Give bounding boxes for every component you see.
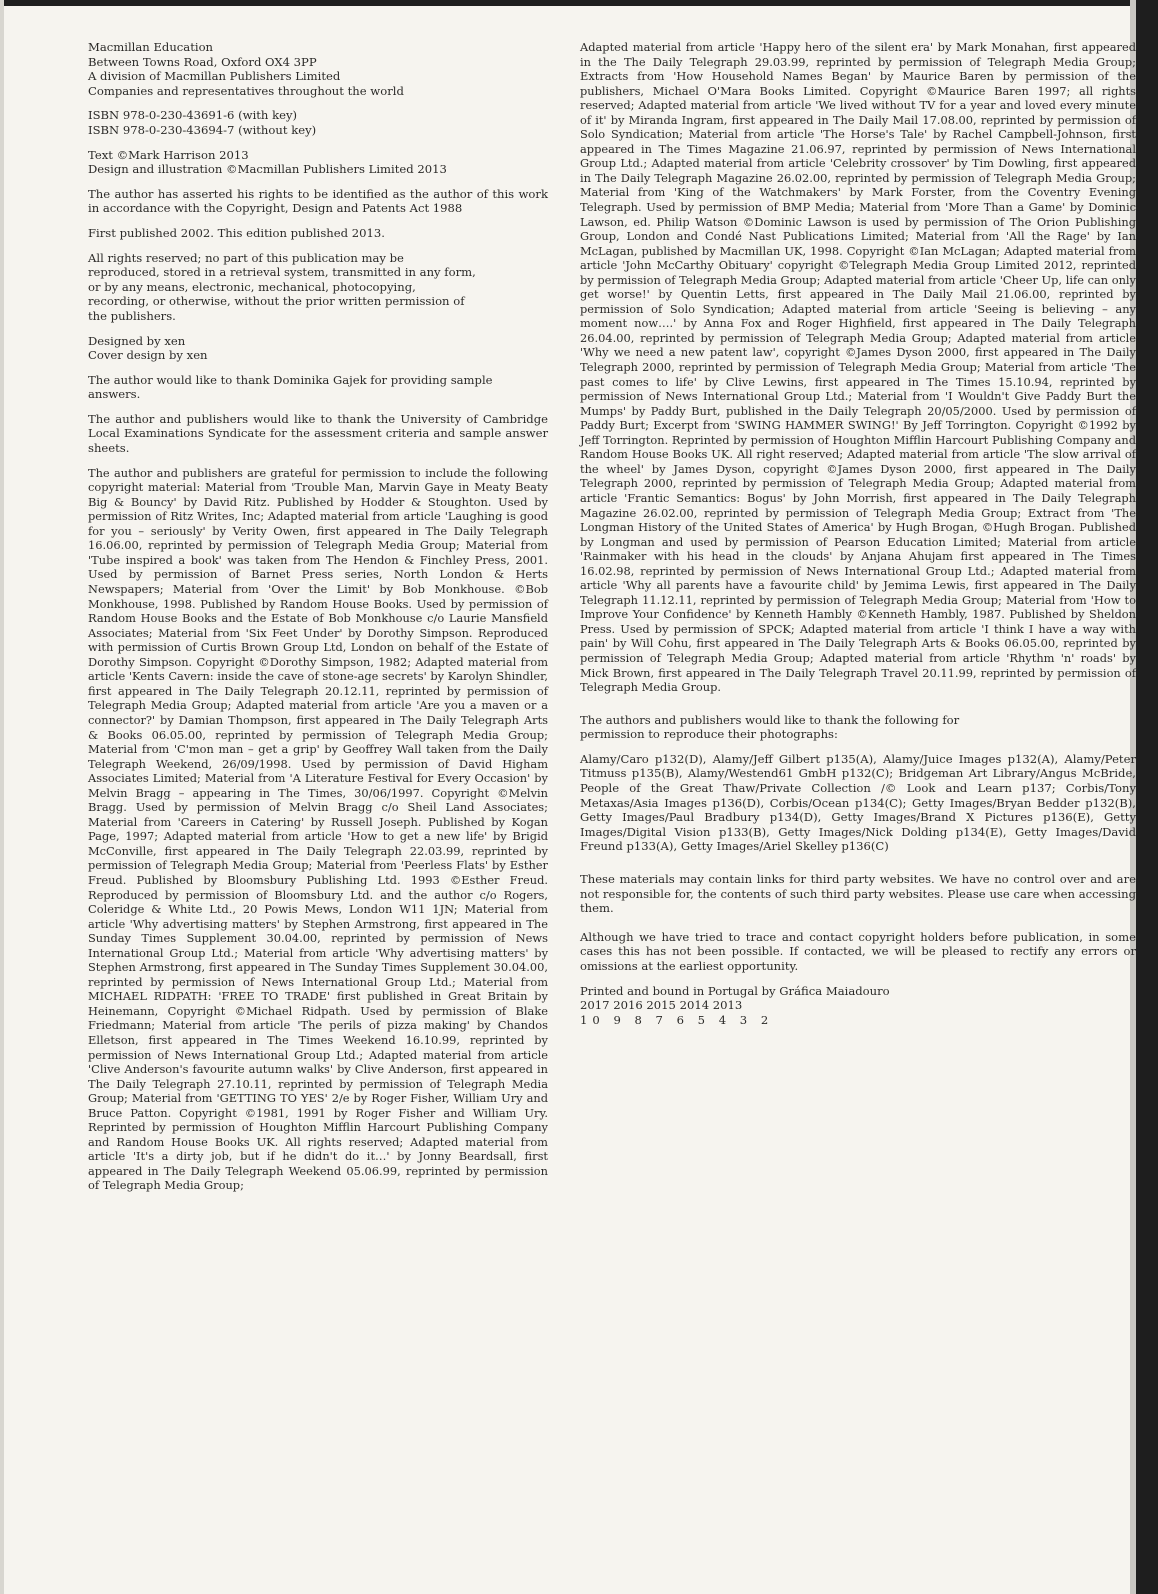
isbn-without-key: ISBN 978-0-230-43694-7 (without key) xyxy=(88,122,317,137)
print-years: 2017 2016 2015 2014 2013 xyxy=(580,998,743,1013)
isbn-block xyxy=(88,108,548,137)
copyright-design: Design and illustration ©Macmillan Publishers Limited 2013 xyxy=(88,162,447,177)
publisher-block xyxy=(88,40,548,98)
publisher-address: Between Towns Road, Oxford OX4 3PP xyxy=(88,54,317,69)
photo-thanks: The authors and publishers would like to thank the following for permission to reproduce their photographs: xyxy=(580,712,960,742)
scan-top-edge xyxy=(0,0,1158,6)
publisher-companies: Companies and representatives throughout the world xyxy=(88,83,404,98)
copyright-text: Text ©Mark Harrison 2013 xyxy=(88,147,249,162)
impression-numbers: 10 9 8 7 6 5 4 3 2 xyxy=(580,1012,774,1027)
scan-right-edge xyxy=(1136,0,1158,1594)
publisher-name: Macmillan Education xyxy=(88,40,214,54)
designed-by: Designed by xen xyxy=(88,333,186,348)
thanks-cambridge: The author and publishers would like to thank the University of Cambridge Local Examinations Syndicate for the assessment criteria and sample answer sheets. xyxy=(88,411,548,456)
rights-reserved: All rights reserved; no part of this publication may be reproduced, stored in a retrieval system, transmitted in any form, or by any means, electronic, mechanical, photocopying, recording, or otherwise, without the prior written permission of the publishers. xyxy=(88,250,476,323)
author-rights: The author has asserted his rights to be identified as the author of this work in accordance with the Copyright, Design and Patents Act 1988 xyxy=(88,186,548,216)
permissions-right: Adapted material from article 'Happy hero of the silent era' by Mark Monahan, first appeared in the The Daily Telegraph 29.03.99, reprinted by permission of Telegraph Media Group; Extracts from 'How Household Names Began' by Maurice Baren by permission of the publishers, Michael O'Mara Books Limited. Copyright ©Maurice Baren 1997; all rights reserved; Adapted material from article 'We lived without TV for a year and loved every minute of it' by Miranda Ingram, first appeared in The Daily Mail 17.08.00, reprinted by permission of Solo Syndication; Material from article 'The Horse's Tale' by Rachel Campbell-Johnson, first appeared in The Times Magazine 21.06.97, reprinted by permission of News International Group Ltd.; Adapted material from article 'Celebrity crossover' by Tim Dowling, first appeared in The Daily Telegraph Magazine 26.02.00, reprinted by permission of Telegraph Media Group; Material from 'King of the Watchmakers' by Mark Forster, from the Coventry Evening Telegraph. Used by permission of BMP Media; Material from 'More Than a Game' by Dominic Lawson, ed. Philip Watson ©Dominic Lawson is used by permission of The Orion Publishing Group, London and Condé Nast Publications Limited; Material from 'All the Rage' by Ian McLagan, published by Macmillan UK, 1998. Copyright ©Ian McLagan; Adapted material from article 'John McCarthy Obituary' copyright ©Telegraph Media Group Limited 2012, reprinted by permission of Telegraph Media Group; Adapted material from article 'Cheer Up, life can only get worse!' by Quentin Letts, first appeared in The Daily Mail 21.06.00, reprinted by permission of Solo Syndication; Adapted material from article 'Seeing is believing – any moment now….' by Anna Fox and Roger Highfield, first appeared in The Daily Telegraph 26.04.00, reprinted by permission of Telegraph Media Group; Adapted material from article 'Why we need a new patent law', copyright ©James Dyson 2000, first appeared in The Daily Telegraph 2000, reprinted by permission of Telegraph Media Group; Material from article 'The past comes to life' by Clive Lewins, first appeared in The Times 15.10.94, reprinted by permission of News International Group Ltd.; Material from 'I Wouldn't Give Paddy Burt the Mumps' by Paddy Burt, published in the Daily Telegraph 20/05/2000. Used by permission of Paddy Burt; Excerpt from 'SWING HAMMER SWING!' By Jeff Torrington. Copyright ©1992 by Jeff Torrington. Reprinted by permission of Houghton Mifflin Harcourt Publishing Company and Random House Books UK. All right reserved; Adapted material from article 'The slow arrival of the wheel' by James Dyson, copyright ©James Dyson 2000, first appeared in The Daily Telegraph 2000, reprinted by permission of Telegraph Media Group; Adapted material from article 'Frantic Semantics: Bogus' by John Morrish, first appeared in The Daily Telegraph Magazine 26.02.00, reprinted by permission of Telegraph Media Group; Extract from 'The Longman History of the United States of America' by Hugh Brogan, ©Hugh Brogan. Published by Longman and used by permission of Pearson Education Limited; Material from article 'Rainmaker with his head in the clouds' by Anjana Ahujam first appeared in The Times 16.02.98, reprinted by permission of News International Group Ltd.; Adapted material from article 'Why all parents have a favourite child' by Jemima Lewis, first appeared in The Daily Telegraph 11.12.11, reprinted by permission of Telegraph Media Group; Material from 'How to Improve Your Confidence' by Kenneth Hambly ©Kenneth Hambly, 1987. Published by Sheldon Press. Used by permission of SPCK; Adapted material from article 'I think I have a way with pain' by Will Cohu, first appeared in The Daily Telegraph Arts & Books 06.05.00, reprinted by permission of Telegraph Media Group; Adapted material from article 'Rhythm 'n' roads' by Mick Brown, first appeared in The Daily Telegraph Travel 20.11.99, reprinted by permission of Telegraph Media Group. xyxy=(580,40,1136,695)
cover-design: Cover design by xen xyxy=(88,348,208,363)
printing-block xyxy=(580,984,1136,1028)
left-column xyxy=(88,40,548,1203)
permissions-left: The author and publishers are grateful for permission to include the following copyright material: Material from 'Trouble Man, Marvin Gaye in Meaty Beaty Big & Bouncy' by David Ritz. Published by Hodder & Stoughton. Used by permission of Ritz Writes, Inc; Adapted material from article 'Laughing is good for you – seriously' by Verity Owen, first appeared in The Daily Telegraph 16.06.00, reprinted by permission of Telegraph Media Group; Material from 'Tube inspired a book' was taken from The Hendon & Finchley Press, 2001. Used by permission of Barnet Press series, North London & Herts Newspapers; Material from 'Over the Limit' by Bob Monkhouse. ©Bob Monkhouse, 1998. Published by Random House Books. Used by permission of Random House Books and the Estate of Bob Monkhouse c/o Laurie Mansfield Associates; Material from 'Six Feet Under' by Dorothy Simpson. Reproduced with permission of Curtis Brown Group Ltd, London on behalf of the Estate of Dorothy Simpson. Copyright ©Dorothy Simpson, 1982; Adapted material from article 'Kents Cavern: inside the cave of stone-age secrets' by Karolyn Shindler, first appeared in The Daily Telegraph 20.12.11, reprinted by permission of Telegraph Media Group; Adapted material from article 'Are you a maven or a connector?' by Damian Thompson, first appeared in The Daily Telegraph Arts & Books 06.05.00, reprinted by permission of Telegraph Media Group; Material from 'C'mon man – get a grip' by Geoffrey Wall taken from the Daily Telegraph Weekend, 26/09/1998. Used by permission of David Higham Associates Limited; Material from 'A Literature Festival for Every Occasion' by Melvin Bragg – appearing in The Times, 30/06/1997. Copyright ©Melvin Bragg. Used by permission of Melvin Bragg c/o Sheil Land Associates; Material from 'Careers in Catering' by Russell Joseph. Published by Kogan Page, 1997; Adapted material from article 'How to get a new life' by Brigid McConville, first appeared in The Daily Telegraph 22.03.99, reprinted by permission of Telegraph Media Group; Material from 'Peerless Flats' by Esther Freud. Published by Bloomsbury Publishing Ltd. 1993 ©Esther Freud. Reproduced by permission of Bloomsbury Ltd. and the author c/o Rogers, Coleridge & White Ltd., 20 Powis Mews, London W11 1JN; Material from article 'Why advertising matters' by Stephen Armstrong, first appeared in The Sunday Times Supplement 30.04.00, reprinted by permission of News International Group Ltd.; Material from article 'Why advertising matters' by Stephen Armstrong, first appeared in The Sunday Times Supplement 30.04.00, reprinted by permission of News International Group Ltd.; Material from MICHAEL RIDPATH: 'FREE TO TRADE' first published in Great Britain by Heinemann, Copyright ©Michael Ridpath. Used by permission of Blake Friedmann; Material from article 'The perils of pizza making' by Chandos Elletson, first appeared in The Times Weekend 16.10.99, reprinted by permission of News International Group Ltd.; Adapted material from article 'Clive Anderson's favourite autumn walks' by Clive Anderson, first appeared in The Daily Telegraph 27.10.11, reprinted by permission of Telegraph Media Group; Material from 'GETTING TO YES' 2/e by Roger Fisher, William Ury and Bruce Patton. Copyright ©1981, 1991 by Roger Fisher and William Ury. Reprinted by permission of Houghton Mifflin Harcourt Publishing Company and Random House Books UK. All rights reserved; Adapted material from article 'It's a dirty job, but if he didn't do it…' by Jonny Beardsall, first appeared in The Daily Telegraph Weekend 05.06.99, reprinted by permission of Telegraph Media Group; xyxy=(88,465,548,1193)
printed-by: Printed and bound in Portugal by Gráfica Maiadouro xyxy=(580,983,890,998)
trace-notice: Although we have tried to trace and contact copyright holders before publication, in some cases this has not been possible. If contacted, we will be pleased to rectify any errors or omissions at the earliest opportunity. xyxy=(580,929,1136,973)
copyright-block xyxy=(88,148,548,177)
first-published: First published 2002. This edition published 2013. xyxy=(88,225,385,240)
right-column xyxy=(580,40,1136,1037)
third-party-notice: These materials may contain links for third party websites. We have no control over and are not responsible for, the contents of such third party websites. Please use care when accessing them. xyxy=(580,871,1136,916)
photo-credits: Alamy/Caro p132(D), Alamy/Jeff Gilbert p135(A), Alamy/Juice Images p132(A), Alamy/Peter Titmuss p135(B), Alamy/Westend61 GmbH p132(C); Bridgeman Art Library/Angus McBride, People of the Great Thaw/Private Collection /© Look and Learn p137; Corbis/Tony Metaxas/Asia Images p136(D), Corbis/Ocean p134(C); Getty Images/Bryan Bedder p132(B), Getty Images/Paul Bradbury p134(D), Getty Images/Brand X Pictures p136(E), Getty Images/Digital Vision p133(B), Getty Images/Nick Dolding p134(E), Getty Images/David Freund p133(A), Getty Images/Ariel Skelley p136(C) xyxy=(580,751,1136,854)
thanks-dominika: The author would like to thank Dominika Gajek for providing sample answers. xyxy=(88,372,493,402)
scan-left-edge xyxy=(0,0,4,1594)
design-credits xyxy=(88,334,548,363)
publisher-division: A division of Macmillan Publishers Limited xyxy=(88,69,341,84)
isbn-with-key: ISBN 978-0-230-43691-6 (with key) xyxy=(88,108,298,123)
